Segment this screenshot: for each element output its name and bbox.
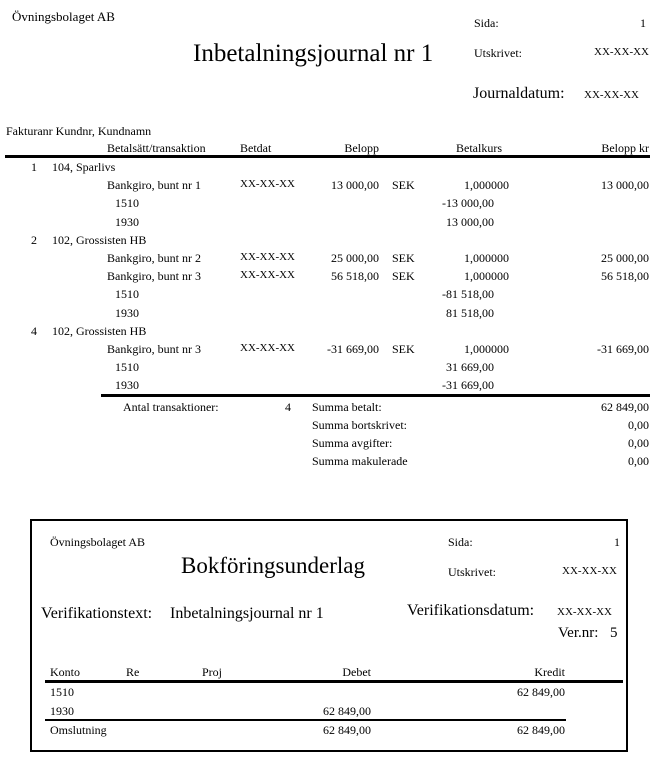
account-amount: -31 669,00 bbox=[442, 378, 494, 392]
payment-currency: SEK bbox=[392, 178, 415, 192]
voucher-text-value: Inbetalningsjournal nr 1 bbox=[170, 605, 324, 622]
account-number: 1930 bbox=[115, 378, 139, 392]
company-name: Övningsbolaget AB bbox=[12, 9, 115, 24]
voucher-number-label: Ver.nr: bbox=[558, 625, 599, 641]
payment-amount-kr: -31 669,00 bbox=[597, 342, 649, 356]
voucher-row-account: 1510 bbox=[50, 685, 74, 699]
voucher-page-label: Sida: bbox=[448, 535, 473, 549]
column-method: Betalsätt/transaktion bbox=[107, 141, 206, 155]
sum-fees-value: 0,00 bbox=[628, 436, 649, 450]
column-paydate: Betdat bbox=[240, 141, 272, 155]
payment-rate: 1,000000 bbox=[464, 251, 509, 265]
printed-label: Utskrivet: bbox=[474, 46, 522, 60]
account-number: 1510 bbox=[115, 196, 139, 210]
voucher-total-debit: 62 849,00 bbox=[323, 723, 371, 737]
account-amount: 31 669,00 bbox=[446, 360, 494, 374]
voucher-printed-date: XX-XX-XX bbox=[562, 565, 617, 577]
payment-currency: SEK bbox=[392, 251, 415, 265]
column-amount-kr: Belopp kr bbox=[601, 141, 649, 155]
account-amount: -81 518,00 bbox=[442, 287, 494, 301]
invoice-number: 1 bbox=[31, 160, 37, 174]
col-re: Re bbox=[126, 665, 140, 679]
payment-amount: 56 518,00 bbox=[331, 269, 379, 283]
payment-rate: 1,000000 bbox=[464, 178, 509, 192]
summary-divider bbox=[101, 394, 650, 397]
payment-method: Bankgiro, bunt nr 3 bbox=[107, 342, 201, 356]
voucher-header-divider bbox=[45, 680, 623, 683]
col-credit: Kredit bbox=[534, 665, 565, 679]
voucher-page-number: 1 bbox=[614, 535, 620, 549]
payment-rate: 1,000000 bbox=[464, 342, 509, 356]
payment-amount: 13 000,00 bbox=[331, 178, 379, 192]
payment-method: Bankgiro, bunt nr 3 bbox=[107, 269, 201, 283]
journal-date-label: Journaldatum: bbox=[473, 85, 565, 102]
col-debit: Debet bbox=[342, 665, 371, 679]
voucher-title: Bokföringsunderlag bbox=[181, 553, 365, 578]
transactions-label: Antal transaktioner: bbox=[123, 400, 219, 414]
invoice-number: 4 bbox=[31, 324, 37, 338]
account-number: 1510 bbox=[115, 360, 139, 374]
account-number: 1930 bbox=[115, 215, 139, 229]
header-invoice-customer: Fakturanr Kundnr, Kundnamn bbox=[6, 124, 152, 138]
printed-date: XX-XX-XX bbox=[594, 46, 649, 58]
sum-paid-label: Summa betalt: bbox=[312, 400, 382, 414]
customer-name: 102, Grossisten HB bbox=[52, 324, 147, 338]
sum-written-off-value: 0,00 bbox=[628, 418, 649, 432]
account-number: 1510 bbox=[115, 287, 139, 301]
page-label: Sida: bbox=[474, 16, 499, 30]
account-number: 1930 bbox=[115, 306, 139, 320]
sum-written-off-label: Summa bortskrivet: bbox=[312, 418, 407, 432]
col-proj: Proj bbox=[202, 665, 223, 679]
payment-currency: SEK bbox=[392, 342, 415, 356]
customer-name: 102, Grossisten HB bbox=[52, 233, 147, 247]
voucher-date-label: Verifikationsdatum: bbox=[407, 602, 535, 619]
sum-cancelled-value: 0,00 bbox=[628, 454, 649, 468]
payment-amount-kr: 25 000,00 bbox=[601, 251, 649, 265]
voucher-total-divider bbox=[45, 719, 566, 721]
voucher-row-account: 1930 bbox=[50, 704, 74, 718]
payment-method: Bankgiro, bunt nr 1 bbox=[107, 178, 201, 192]
voucher-row-credit: 62 849,00 bbox=[517, 685, 565, 699]
voucher-number: 5 bbox=[610, 625, 618, 641]
transactions-count: 4 bbox=[285, 400, 291, 414]
voucher-date: XX-XX-XX bbox=[557, 606, 612, 618]
column-amount: Belopp bbox=[344, 141, 379, 155]
sum-paid-value: 62 849,00 bbox=[601, 400, 649, 414]
payment-amount: -31 669,00 bbox=[327, 342, 379, 356]
page-number: 1 bbox=[640, 16, 646, 30]
column-rate: Betalkurs bbox=[456, 141, 502, 155]
payment-currency: SEK bbox=[392, 269, 415, 283]
payment-date: XX-XX-XX bbox=[240, 178, 295, 190]
customer-name: 104, Sparlivs bbox=[52, 160, 116, 174]
voucher-company-name: Övningsbolaget AB bbox=[50, 535, 145, 549]
payment-method: Bankgiro, bunt nr 2 bbox=[107, 251, 201, 265]
account-amount: 13 000,00 bbox=[446, 215, 494, 229]
journal-date: XX-XX-XX bbox=[584, 89, 639, 101]
invoice-number: 2 bbox=[31, 233, 37, 247]
payment-amount-kr: 13 000,00 bbox=[601, 178, 649, 192]
payment-rate: 1,000000 bbox=[464, 269, 509, 283]
account-amount: -13 000,00 bbox=[442, 196, 494, 210]
voucher-printed-label: Utskrivet: bbox=[448, 565, 496, 579]
header-divider bbox=[5, 155, 650, 158]
sum-cancelled-label: Summa makulerade bbox=[312, 454, 408, 468]
payment-date: XX-XX-XX bbox=[240, 251, 295, 263]
payment-amount: 25 000,00 bbox=[331, 251, 379, 265]
account-amount: 81 518,00 bbox=[446, 306, 494, 320]
col-account: Konto bbox=[50, 665, 80, 679]
payment-amount-kr: 56 518,00 bbox=[601, 269, 649, 283]
voucher-total-label: Omslutning bbox=[50, 723, 107, 737]
payment-date: XX-XX-XX bbox=[240, 342, 295, 354]
voucher-text-label: Verifikationstext: bbox=[41, 605, 153, 622]
voucher-total-credit: 62 849,00 bbox=[517, 723, 565, 737]
payment-date: XX-XX-XX bbox=[240, 269, 295, 281]
sum-fees-label: Summa avgifter: bbox=[312, 436, 393, 450]
voucher-row-debit: 62 849,00 bbox=[323, 704, 371, 718]
page-title: Inbetalningsjournal nr 1 bbox=[193, 40, 434, 67]
